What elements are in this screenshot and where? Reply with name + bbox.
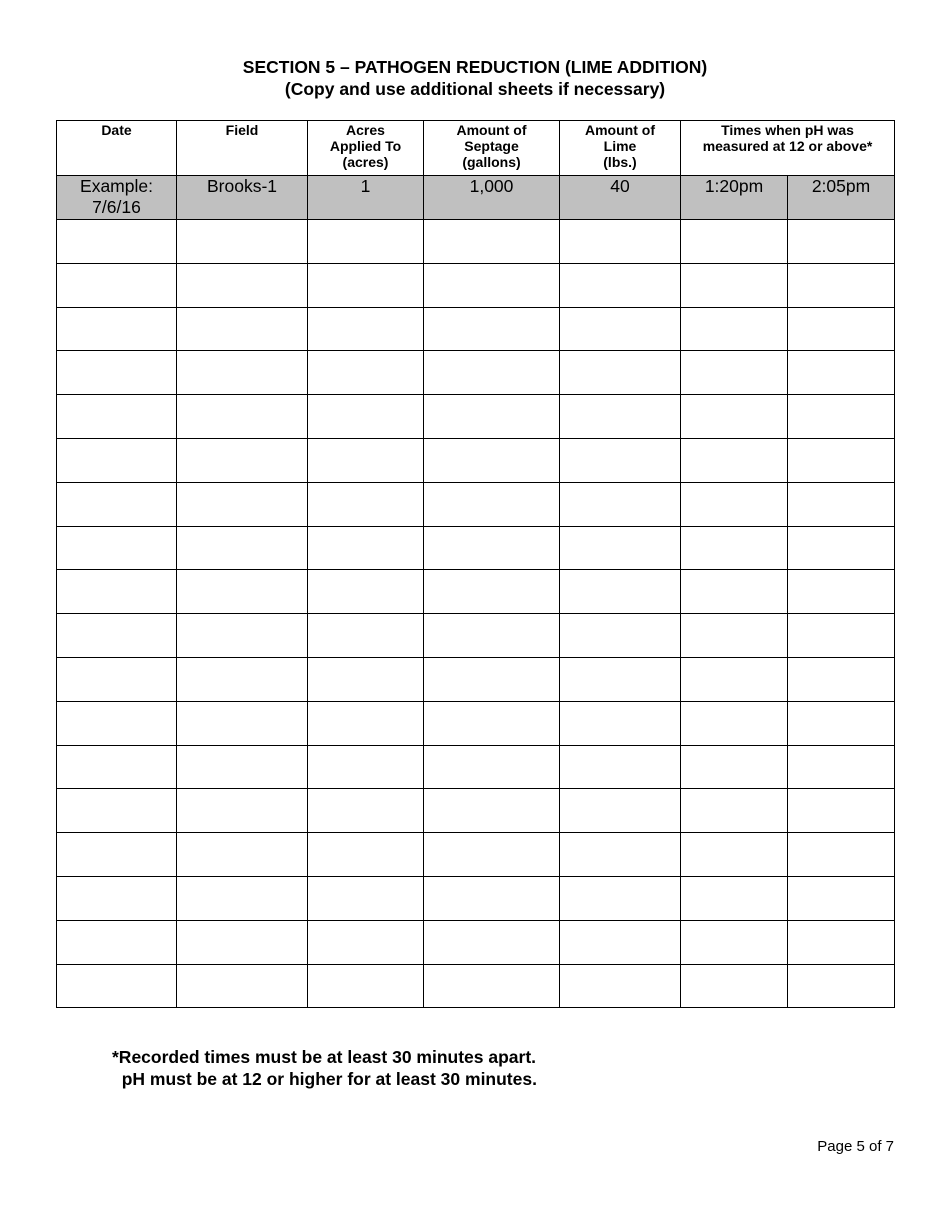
- table-row: [57, 526, 895, 570]
- entry-cell-septage[interactable]: [424, 920, 560, 964]
- table-row: [57, 657, 895, 701]
- entry-cell-septage[interactable]: [424, 789, 560, 833]
- table-row: [57, 351, 895, 395]
- entry-cell-time-1[interactable]: [681, 526, 788, 570]
- entry-cell-date[interactable]: [57, 307, 177, 351]
- entry-cell-field[interactable]: [177, 263, 308, 307]
- entry-cell-field[interactable]: [177, 876, 308, 920]
- example-time-1: 1:20pm: [681, 176, 788, 220]
- entry-cell-acres[interactable]: [308, 220, 424, 264]
- table-row: [57, 570, 895, 614]
- entry-cell-lime[interactable]: [560, 438, 681, 482]
- entry-cell-date[interactable]: [57, 526, 177, 570]
- entry-cell-time-1[interactable]: [681, 789, 788, 833]
- table-row: [57, 220, 895, 264]
- entry-cell-septage[interactable]: [424, 438, 560, 482]
- entry-cell-time-2[interactable]: [788, 920, 895, 964]
- header-ph-times: Times when pH was measured at 12 or above*: [681, 121, 895, 176]
- table-row: [57, 263, 895, 307]
- entry-cell-lime[interactable]: [560, 395, 681, 439]
- entry-cell-septage[interactable]: [424, 307, 560, 351]
- entry-cell-field[interactable]: [177, 482, 308, 526]
- entry-cell-acres[interactable]: [308, 876, 424, 920]
- entry-cell-time-1[interactable]: [681, 657, 788, 701]
- entry-cell-time-2[interactable]: [788, 482, 895, 526]
- entry-cell-time-1[interactable]: [681, 833, 788, 877]
- entry-cell-field[interactable]: [177, 220, 308, 264]
- entry-cell-time-1[interactable]: [681, 395, 788, 439]
- table-row: [57, 438, 895, 482]
- entry-cell-septage[interactable]: [424, 657, 560, 701]
- entry-cell-acres[interactable]: [308, 526, 424, 570]
- entry-cell-acres[interactable]: [308, 789, 424, 833]
- entry-cell-lime[interactable]: [560, 482, 681, 526]
- entry-cell-date[interactable]: [57, 701, 177, 745]
- entry-cell-time-2[interactable]: [788, 263, 895, 307]
- table-row: [57, 614, 895, 658]
- header-septage-amount: Amount of Septage (gallons): [424, 121, 560, 176]
- entry-cell-field[interactable]: [177, 395, 308, 439]
- entry-cell-date[interactable]: [57, 657, 177, 701]
- entry-cell-septage[interactable]: [424, 614, 560, 658]
- entry-cell-date[interactable]: [57, 833, 177, 877]
- entry-cell-time-1[interactable]: [681, 920, 788, 964]
- entry-cell-field[interactable]: [177, 438, 308, 482]
- table-row: [57, 920, 895, 964]
- lime-addition-log-table: [56, 120, 895, 1008]
- entry-cell-lime[interactable]: [560, 789, 681, 833]
- entry-cell-time-2[interactable]: [788, 438, 895, 482]
- entry-cell-time-2[interactable]: [788, 833, 895, 877]
- entry-cell-septage[interactable]: [424, 351, 560, 395]
- example-date: Example: 7/6/16: [57, 176, 177, 220]
- entry-cell-time-1[interactable]: [681, 220, 788, 264]
- entry-cell-date[interactable]: [57, 395, 177, 439]
- entry-cell-date[interactable]: [57, 438, 177, 482]
- example-septage: 1,000: [424, 176, 560, 220]
- entry-cell-time-2[interactable]: [788, 395, 895, 439]
- entry-cell-lime[interactable]: [560, 657, 681, 701]
- entry-cell-time-2[interactable]: [788, 220, 895, 264]
- entry-cell-time-1[interactable]: [681, 482, 788, 526]
- entry-cell-lime[interactable]: [560, 307, 681, 351]
- entry-cell-septage[interactable]: [424, 701, 560, 745]
- table-row: [57, 482, 895, 526]
- entry-cell-lime[interactable]: [560, 570, 681, 614]
- header-field: Field: [177, 121, 308, 176]
- entry-cell-date[interactable]: [57, 482, 177, 526]
- example-acres: 1: [308, 176, 424, 220]
- entry-cell-septage[interactable]: [424, 876, 560, 920]
- entry-cell-septage[interactable]: [424, 482, 560, 526]
- entry-cell-acres[interactable]: [308, 438, 424, 482]
- table-row: [57, 395, 895, 439]
- page-number: Page 5 of 7: [817, 1138, 894, 1155]
- entry-cell-septage[interactable]: [424, 263, 560, 307]
- entry-cell-time-1[interactable]: [681, 876, 788, 920]
- entry-cell-acres[interactable]: [308, 570, 424, 614]
- title-line-1: SECTION 5 – PATHOGEN REDUCTION (LIME ADDITION): [242, 57, 708, 77]
- entry-cell-lime[interactable]: [560, 351, 681, 395]
- entry-cell-date[interactable]: [57, 789, 177, 833]
- entry-cell-lime[interactable]: [560, 220, 681, 264]
- entry-cell-time-1[interactable]: [681, 964, 788, 1008]
- entry-cell-acres[interactable]: [308, 307, 424, 351]
- entry-cell-time-2[interactable]: [788, 964, 895, 1008]
- entry-cell-field[interactable]: [177, 964, 308, 1008]
- footnote-line-1: *Recorded times must be at least 30 minutes apart.: [112, 1047, 537, 1067]
- entry-cell-date[interactable]: [57, 570, 177, 614]
- example-field: Brooks-1: [177, 176, 308, 220]
- entry-cell-time-2[interactable]: [788, 701, 895, 745]
- entry-cell-field[interactable]: [177, 351, 308, 395]
- entry-cell-septage[interactable]: [424, 964, 560, 1008]
- entry-cell-date[interactable]: [57, 614, 177, 658]
- entry-cell-acres[interactable]: [308, 833, 424, 877]
- table-row: [57, 789, 895, 833]
- entry-cell-time-1[interactable]: [681, 351, 788, 395]
- header-row: [57, 121, 895, 176]
- entry-cell-time-2[interactable]: [788, 614, 895, 658]
- entry-cell-time-1[interactable]: [681, 614, 788, 658]
- entry-cell-date[interactable]: [57, 745, 177, 789]
- entry-cell-lime[interactable]: [560, 701, 681, 745]
- entry-cell-time-2[interactable]: [788, 789, 895, 833]
- table-row: [57, 701, 895, 745]
- entry-cell-lime[interactable]: [560, 263, 681, 307]
- header-date: Date: [57, 121, 177, 176]
- example-lime: 40: [560, 176, 681, 220]
- entry-cell-field[interactable]: [177, 833, 308, 877]
- entry-cell-time-2[interactable]: [788, 876, 895, 920]
- entry-cell-septage[interactable]: [424, 526, 560, 570]
- entry-cell-date[interactable]: [57, 876, 177, 920]
- entry-cell-acres[interactable]: [308, 701, 424, 745]
- entry-cell-field[interactable]: [177, 789, 308, 833]
- entry-cell-time-2[interactable]: [788, 526, 895, 570]
- entry-cell-septage[interactable]: [424, 745, 560, 789]
- entry-cell-field[interactable]: [177, 570, 308, 614]
- entry-cell-time-1[interactable]: [681, 570, 788, 614]
- entry-cell-acres[interactable]: [308, 964, 424, 1008]
- entry-cell-lime[interactable]: [560, 876, 681, 920]
- entry-cell-field[interactable]: [177, 657, 308, 701]
- entry-cell-acres[interactable]: [308, 657, 424, 701]
- entry-cell-date[interactable]: [57, 920, 177, 964]
- entry-cell-lime[interactable]: [560, 526, 681, 570]
- entry-cell-septage[interactable]: [424, 395, 560, 439]
- entry-cell-time-1[interactable]: [681, 263, 788, 307]
- entry-cell-date[interactable]: [57, 964, 177, 1008]
- example-time-2: 2:05pm: [788, 176, 895, 220]
- entry-cell-time-2[interactable]: [788, 307, 895, 351]
- entry-cell-lime[interactable]: [560, 833, 681, 877]
- entry-cell-time-1[interactable]: [681, 307, 788, 351]
- entry-cell-time-2[interactable]: [788, 351, 895, 395]
- entry-cell-lime[interactable]: [560, 964, 681, 1008]
- entry-cell-lime[interactable]: [560, 920, 681, 964]
- entry-cell-septage[interactable]: [424, 220, 560, 264]
- entry-cell-lime[interactable]: [560, 745, 681, 789]
- entry-cell-acres[interactable]: [308, 920, 424, 964]
- entry-cell-time-1[interactable]: [681, 438, 788, 482]
- entry-cell-acres[interactable]: [308, 395, 424, 439]
- entry-cell-date[interactable]: [57, 351, 177, 395]
- entry-cell-field[interactable]: [177, 526, 308, 570]
- entry-cell-field[interactable]: [177, 701, 308, 745]
- table-row: [57, 964, 895, 1008]
- header-lime-amount: Amount of Lime (lbs.): [560, 121, 681, 176]
- entry-cell-acres[interactable]: [308, 263, 424, 307]
- entry-cell-time-1[interactable]: [681, 701, 788, 745]
- entry-cell-date[interactable]: [57, 263, 177, 307]
- entry-cell-acres[interactable]: [308, 482, 424, 526]
- entry-cell-field[interactable]: [177, 920, 308, 964]
- example-row: [57, 176, 895, 220]
- title-line-2: (Copy and use additional sheets if necessary): [284, 79, 666, 99]
- footnote: [112, 1046, 537, 1090]
- footnote-line-2: pH must be at 12 or higher for at least 30 minutes.: [112, 1069, 537, 1089]
- entry-cell-time-2[interactable]: [788, 657, 895, 701]
- entry-cell-lime[interactable]: [560, 614, 681, 658]
- entry-cell-field[interactable]: [177, 745, 308, 789]
- table-row: [57, 876, 895, 920]
- entry-cell-acres[interactable]: [308, 351, 424, 395]
- entry-cell-septage[interactable]: [424, 570, 560, 614]
- header-acres-applied: Acres Applied To (acres): [308, 121, 424, 176]
- entry-cell-date[interactable]: [57, 220, 177, 264]
- entry-cell-acres[interactable]: [308, 745, 424, 789]
- entry-cell-time-2[interactable]: [788, 570, 895, 614]
- page-title: [0, 56, 950, 100]
- table-row: [57, 307, 895, 351]
- entry-cell-field[interactable]: [177, 614, 308, 658]
- table-row: [57, 745, 895, 789]
- entry-cell-time-2[interactable]: [788, 745, 895, 789]
- entry-cell-time-1[interactable]: [681, 745, 788, 789]
- entry-cell-field[interactable]: [177, 307, 308, 351]
- entry-cell-acres[interactable]: [308, 614, 424, 658]
- entry-cell-septage[interactable]: [424, 833, 560, 877]
- table-row: [57, 833, 895, 877]
